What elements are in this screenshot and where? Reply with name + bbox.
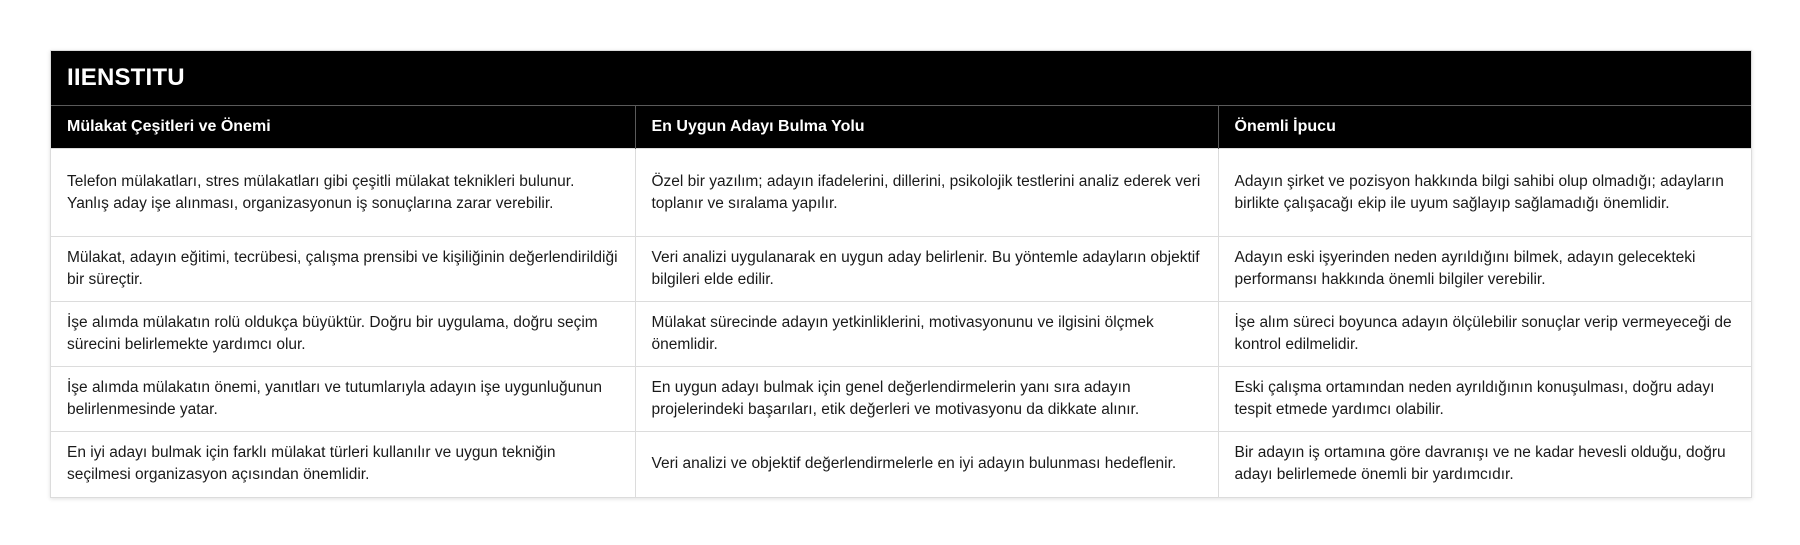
table-cell: Eski çalışma ortamından neden ayrıldığının konuşulması, doğru adayı tespit etmede yardımcı olabilir. [1218,367,1751,432]
table-cell: Veri analizi ve objektif değerlendirmelerle en iyi adayın bulunması hedeflenir. [635,432,1218,497]
table-cell: Mülakat, adayın eğitimi, tecrübesi, çalışma prensibi ve kişiliğinin değerlendirildiği bir süreçtir. [51,237,635,302]
content-table-card [50,50,1752,498]
column-header-types: Mülakat Çeşitleri ve Önemi [51,106,635,149]
header-row [51,106,1751,149]
info-table [51,105,1751,497]
table-row [51,367,1751,432]
table-cell: Bir adayın iş ortamına göre davranışı ve ne kadar hevesli olduğu, doğru adayı belirlemede önemli bir yardımcıdır. [1218,432,1751,497]
table-row [51,237,1751,302]
table-title: IIENSTITU [51,51,1751,105]
table-header [51,106,1751,149]
table-row [51,432,1751,497]
table-cell: Özel bir yazılım; adayın ifadelerini, dillerini, psikolojik testlerini analiz ederek veri toplanır ve sıralama yapılır. [635,149,1218,237]
table-cell: En uygun adayı bulmak için genel değerlendirmelerin yanı sıra adayın projelerindeki başarıları, etik değerleri ve motivasyonu da dikkate alınır. [635,367,1218,432]
table-cell: Adayın eski işyerinden neden ayrıldığını bilmek, adayın gelecekteki performansı hakkında önemli bilgiler verebilir. [1218,237,1751,302]
table-cell: İşe alımda mülakatın önemi, yanıtları ve tutumlarıyla adayın işe uygunluğunun belirlenmesinde yatar. [51,367,635,432]
table-body [51,149,1751,497]
table-cell: Telefon mülakatları, stres mülakatları gibi çeşitli mülakat teknikleri bulunur. Yanlış aday işe alınması, organizasyonun iş sonuçlarına zarar verebilir. [51,149,635,237]
table-cell: Veri analizi uygulanarak en uygun aday belirlenir. Bu yöntemle adayların objektif bilgileri elde edilir. [635,237,1218,302]
column-header-tip: Önemli İpucu [1218,106,1751,149]
table-row [51,302,1751,367]
table-row [51,149,1751,237]
column-header-method: En Uygun Adayı Bulma Yolu [635,106,1218,149]
table-cell: En iyi adayı bulmak için farklı mülakat türleri kullanılır ve uygun tekniğin seçilmesi organizasyon açısından önemlidir. [51,432,635,497]
table-cell: İşe alımda mülakatın rolü oldukça büyüktür. Doğru bir uygulama, doğru seçim sürecini belirlemekte yardımcı olur. [51,302,635,367]
table-cell: İşe alım süreci boyunca adayın ölçülebilir sonuçlar verip vermeyeceği de kontrol edilmelidir. [1218,302,1751,367]
table-cell: Adayın şirket ve pozisyon hakkında bilgi sahibi olup olmadığı; adayların birlikte çalışacağı ekip ile uyum sağlayıp sağlamadığı önemlidir. [1218,149,1751,237]
table-cell: Mülakat sürecinde adayın yetkinliklerini, motivasyonunu ve ilgisini ölçmek önemlidir. [635,302,1218,367]
